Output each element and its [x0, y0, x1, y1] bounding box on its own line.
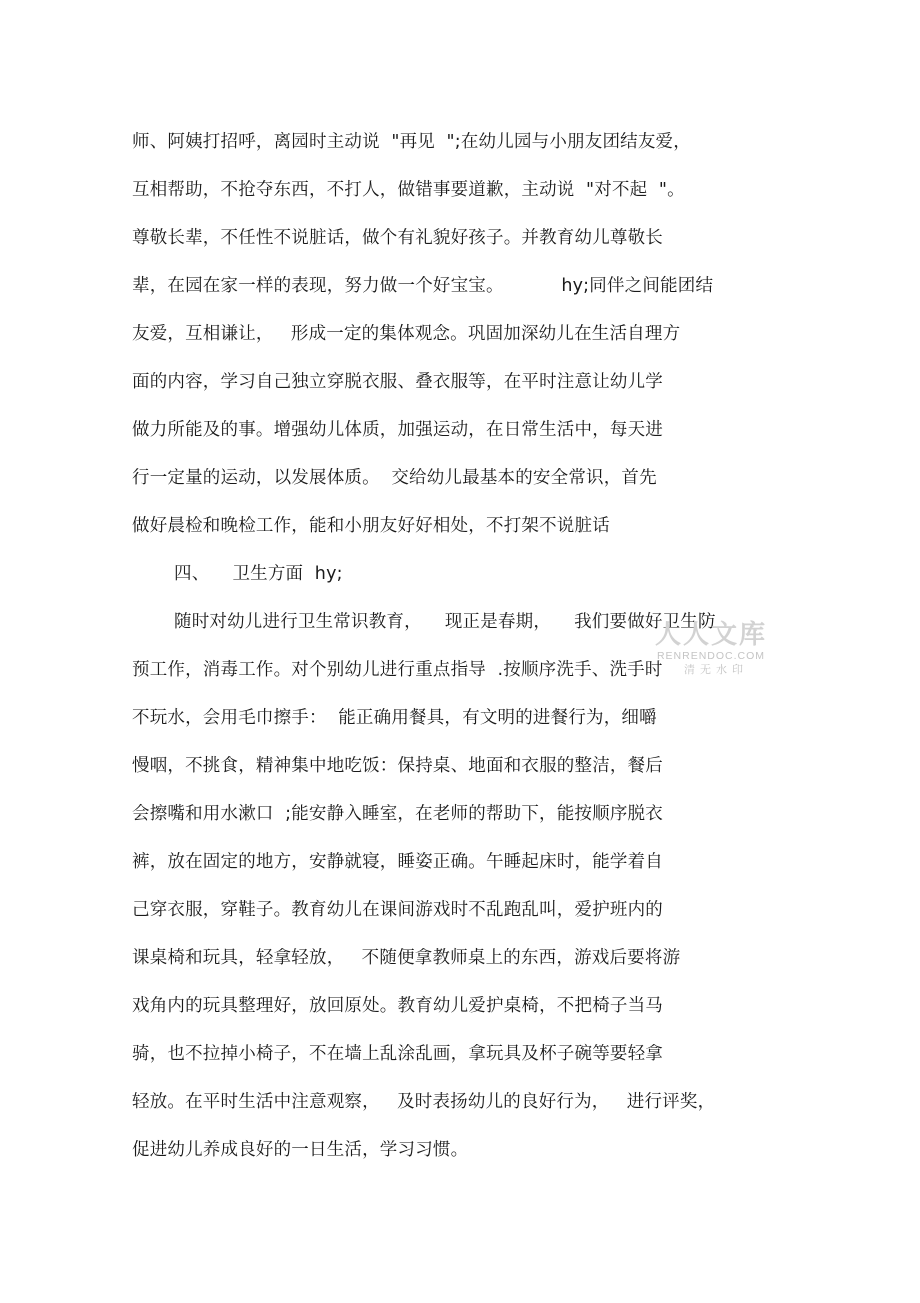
text-line-3: 尊敬长辈，不任性不说脏话，做个有礼貌好孩子。并教育幼儿尊敬长: [132, 228, 663, 248]
text-line-1: 师、阿姨打招呼，离园时主动说 "再见 ";在幼儿园与小朋友团结友爱，: [132, 132, 691, 152]
text-line-8: 行一定量的运动，以发展体质。 交给幼儿最基本的安全常识，首先: [132, 468, 657, 488]
watermark-domain: RENRENDOC.COM: [656, 650, 766, 662]
text-line-6: 面的内容，学习自己独立穿脱衣服、叠衣服等，在平时注意让幼儿学: [132, 372, 663, 392]
text-line-18: 课桌椅和玩具，轻拿轻放， 不随便拿教师桌上的东西，游戏后要将游: [132, 948, 681, 968]
text-line-12: 预工作，消毒工作。对个别幼儿进行重点指导 .按顺序洗手、洗手时: [132, 660, 663, 680]
text-line-7: 做力所能及的事。增强幼儿体质，加强运动，在日常生活中，每天进: [132, 420, 663, 440]
text-line-17: 己穿衣服，穿鞋子。教育幼儿在课间游戏时不乱跑乱叫，爱护班内的: [132, 900, 663, 920]
text-line-22: 促进幼儿养成良好的一日生活，学习习惯。: [132, 1140, 469, 1160]
text-line-16: 裤，放在固定的地方，安静就寝，睡姿正确。午睡起床时，能学着自: [132, 852, 663, 872]
text-line-2: 互相帮助，不抢夺东西，不打人，做错事要道歉，主动说 "对不起 "。: [132, 180, 685, 200]
text-line-20: 骑，也不拉掉小椅子，不在墙上乱涂乱画，拿玩具及杯子碗等要轻拿: [132, 1044, 663, 1064]
text-line-9: 做好晨检和晚检工作，能和小朋友好好相处，不打架不说脏话: [132, 516, 610, 536]
text-line-5: 友爱，互相谦让， 形成一定的集体观念。巩固加深幼儿在生活自理方: [132, 324, 681, 344]
text-line-21: 轻放。在平时生活中注意观察， 及时表扬幼儿的良好行为， 进行评奖，: [132, 1092, 716, 1112]
text-line-13: 不玩水，会用毛巾擦手： 能正确用餐具，有文明的进餐行为，细嚼: [132, 708, 657, 728]
text-line-19: 戏角内的玩具整理好，放回原处。教育幼儿爱护桌椅，不把椅子当马: [132, 996, 663, 1016]
text-line-11: 随时对幼儿进行卫生常识教育， 现正是春期， 我们要做好卫生防: [174, 612, 716, 632]
text-line-15: 会擦嘴和用水漱口 ;能安静入睡室，在老师的帮助下，能按顺序脱衣: [132, 804, 663, 824]
watermark-logo: [646, 620, 776, 682]
watermark-tag: 清无水印: [684, 663, 748, 676]
text-line-4: 辈，在园在家一样的表现，努力做一个好宝宝。 hy;同伴之间能团结: [132, 276, 714, 296]
text-line-14: 慢咽，不挑食，精神集中地吃饭：保持桌、地面和衣服的整洁，餐后: [132, 756, 663, 776]
watermark-title: 人人文库: [654, 620, 767, 650]
section-heading: 四、 卫生方面 hy;: [174, 564, 343, 584]
